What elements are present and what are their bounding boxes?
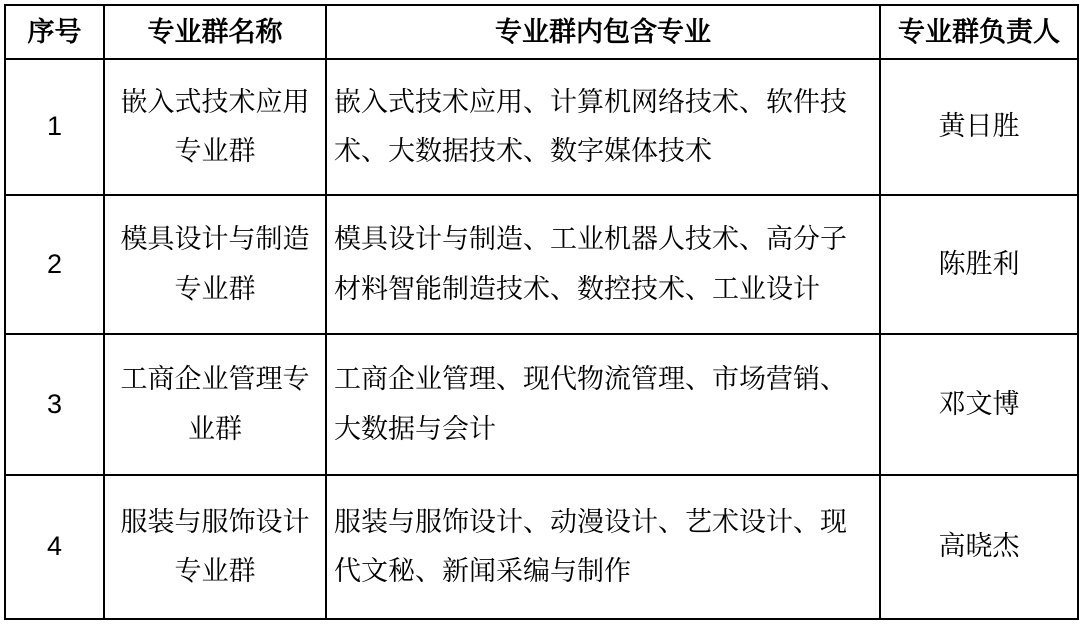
cell-group-name: 嵌入式技术应用专业群 (104, 59, 326, 195)
cell-group-leader: 邓文博 (880, 334, 1078, 475)
cell-group-name: 服装与服饰设计专业群 (104, 475, 326, 619)
header-included-majors: 专业群内包含专业 (326, 5, 880, 59)
header-group-leader: 专业群负责人 (880, 5, 1078, 59)
header-serial-number: 序号 (5, 5, 104, 59)
cell-group-name: 模具设计与制造专业群 (104, 195, 326, 334)
cell-group-leader: 陈胜利 (880, 195, 1078, 334)
cell-serial-number: 3 (5, 334, 104, 475)
cell-group-leader: 高晓杰 (880, 475, 1078, 619)
cell-serial-number: 4 (5, 475, 104, 619)
cell-included-majors: 工商企业管理、现代物流管理、市场营销、大数据与会计 (326, 334, 880, 475)
professional-groups-table (4, 4, 1079, 620)
cell-included-majors: 模具设计与制造、工业机器人技术、高分子材料智能制造技术、数控技术、工业设计 (326, 195, 880, 334)
header-group-name: 专业群名称 (104, 5, 326, 59)
header-row (5, 5, 1078, 59)
table-row (5, 334, 1078, 475)
table-row (5, 475, 1078, 619)
cell-group-name: 工商企业管理专业群 (104, 334, 326, 475)
cell-included-majors: 服装与服饰设计、动漫设计、艺术设计、现代文秘、新闻采编与制作 (326, 475, 880, 619)
table-row (5, 195, 1078, 334)
cell-included-majors: 嵌入式技术应用、计算机网络技术、软件技术、大数据技术、数字媒体技术 (326, 59, 880, 195)
cell-serial-number: 1 (5, 59, 104, 195)
cell-serial-number: 2 (5, 195, 104, 334)
table-row (5, 59, 1078, 195)
cell-group-leader: 黄日胜 (880, 59, 1078, 195)
